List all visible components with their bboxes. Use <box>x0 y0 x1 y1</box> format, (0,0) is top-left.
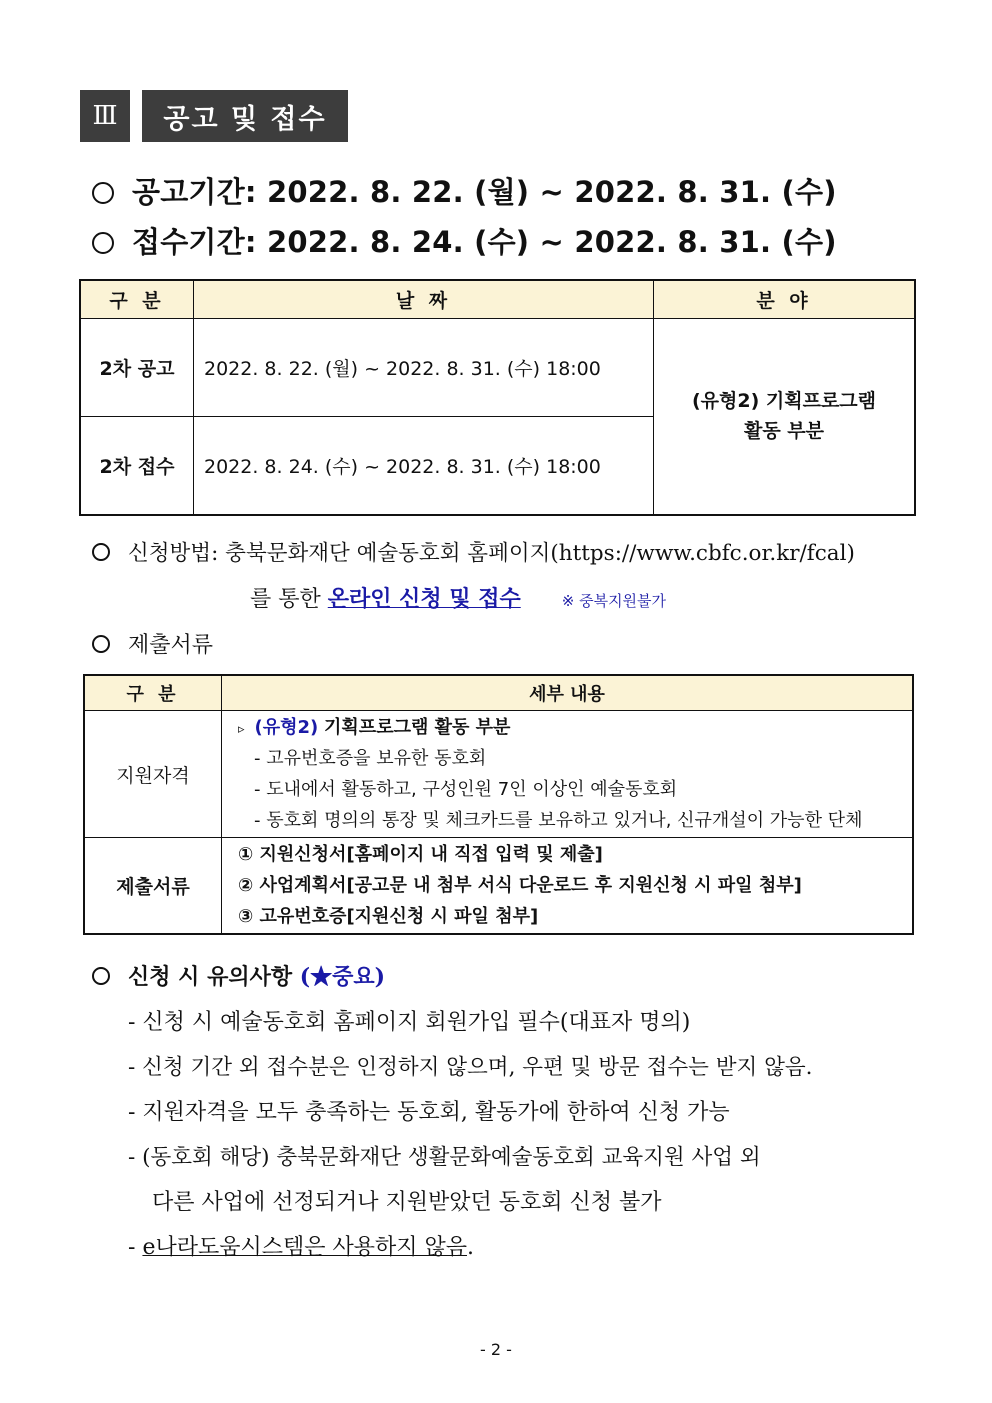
documents-label: 제출서류 <box>128 633 214 658</box>
notes-important: (★중요) <box>299 964 386 990</box>
table-header: 분 야 <box>654 280 916 319</box>
section-number: Ⅲ <box>80 90 130 142</box>
circle-bullet-icon <box>92 232 114 254</box>
table-header: 구 분 <box>84 675 222 711</box>
note-item-cont: 다른 사업에 선정되거나 지원받았던 동호회 신청 불가 <box>152 1190 662 1215</box>
eligibility-item: - 도내에서 활동하고, 구성인원 7인 이상인 예술동호회 <box>254 779 678 800</box>
note-item: - 지원자격을 모두 충족하는 동호회, 활동가에 한하여 신청 가능 <box>128 1100 730 1125</box>
notes-title: 신청 시 유의사항 <box>128 964 293 990</box>
period-value: 2022. 8. 24. (수) ~ 2022. 8. 31. (수) <box>266 225 837 259</box>
period-value: 2022. 8. 22. (월) ~ 2022. 8. 31. (수) <box>266 175 837 209</box>
online-application-highlight: 온라인 신청 및 접수 <box>327 586 521 612</box>
note-item: - 신청 시 예술동호회 홈페이지 회원가입 필수(대표자 명의) <box>128 1010 691 1035</box>
row-category: 2차 접수 <box>80 417 194 515</box>
field-cell <box>654 319 916 515</box>
submission-content <box>222 838 914 935</box>
circle-bullet-icon <box>92 967 110 985</box>
section-title: 공고 및 접수 <box>142 90 348 142</box>
table-row <box>80 319 915 417</box>
eligibility-item: - 고유번호증을 보유한 동호회 <box>254 748 487 769</box>
table-header: 날 짜 <box>194 280 654 319</box>
application-label: 신청방법: <box>128 541 219 566</box>
documents-heading <box>92 628 213 659</box>
submission-item: ② 사업계획서[공고문 내 첨부 서식 다운로드 후 지원신청 시 파일 첨부] <box>238 875 802 896</box>
note-dash: - <box>128 1235 143 1260</box>
submission-label: 제출서류 <box>84 838 222 935</box>
table-row <box>84 838 913 935</box>
duplicate-note: ※ 중복지원불가 <box>561 592 667 610</box>
eligibility-label: 지원자격 <box>84 711 222 838</box>
table-row <box>84 711 913 838</box>
application-method <box>92 536 855 567</box>
row-date: 2022. 8. 22. (월) ~ 2022. 8. 31. (수) 18:00 <box>194 319 654 417</box>
circle-bullet-icon <box>92 635 110 653</box>
field-line: 활동 부분 <box>743 420 825 443</box>
note-item-last <box>128 1230 474 1261</box>
triangle-marker-icon: ▹ <box>238 722 245 737</box>
period-label: 공고기간: <box>132 175 257 209</box>
note-item: - 신청 기간 외 접수분은 인정하지 않으며, 우편 및 방문 접수는 받지 않음. <box>128 1055 813 1080</box>
table-header: 세부 내용 <box>222 675 914 711</box>
schedule-table <box>79 279 916 516</box>
eligibility-type: (유형2) <box>254 717 319 738</box>
eligibility-content <box>222 711 914 838</box>
application-prefix: 를 통한 <box>250 587 321 612</box>
row-category: 2차 공고 <box>80 319 194 417</box>
note-underlined: e나라도움시스템은 사용하지 않음 <box>142 1235 467 1260</box>
note-item: - (동호회 해당) 충북문화재단 생활문화예술동호회 교육지원 사업 외 <box>128 1145 761 1170</box>
note-period: . <box>466 1235 474 1260</box>
table-header: 구 분 <box>80 280 194 319</box>
circle-bullet-icon <box>92 182 114 204</box>
submission-item: ① 지원신청서[홈페이지 내 직접 입력 및 제출] <box>238 844 603 865</box>
page-number: - 2 - <box>480 1340 512 1359</box>
documents-table <box>83 674 914 935</box>
circle-bullet-icon <box>92 543 110 561</box>
notes-heading <box>92 960 385 991</box>
section-header <box>80 90 348 142</box>
submission-item: ③ 고유번호증[지원신청 시 파일 첨부] <box>238 906 539 927</box>
application-method-cont <box>250 582 666 613</box>
eligibility-item: - 동호회 명의의 통장 및 체크카드를 보유하고 있거나, 신규개설이 가능한 단체 <box>254 810 863 831</box>
eligibility-title: 기획프로그램 활동 부분 <box>324 717 511 738</box>
field-line: (유형2) 기획프로그램 <box>691 390 877 413</box>
row-date: 2022. 8. 24. (수) ~ 2022. 8. 31. (수) 18:00 <box>194 417 654 515</box>
eligibility-title-line <box>238 712 911 743</box>
application-text: 충북문화재단 예술동호회 홈페이지(https://www.cbfc.or.kr/fcal) <box>225 541 855 566</box>
reception-period <box>92 220 837 261</box>
period-label: 접수기간: <box>132 225 257 259</box>
announcement-period <box>92 170 837 211</box>
